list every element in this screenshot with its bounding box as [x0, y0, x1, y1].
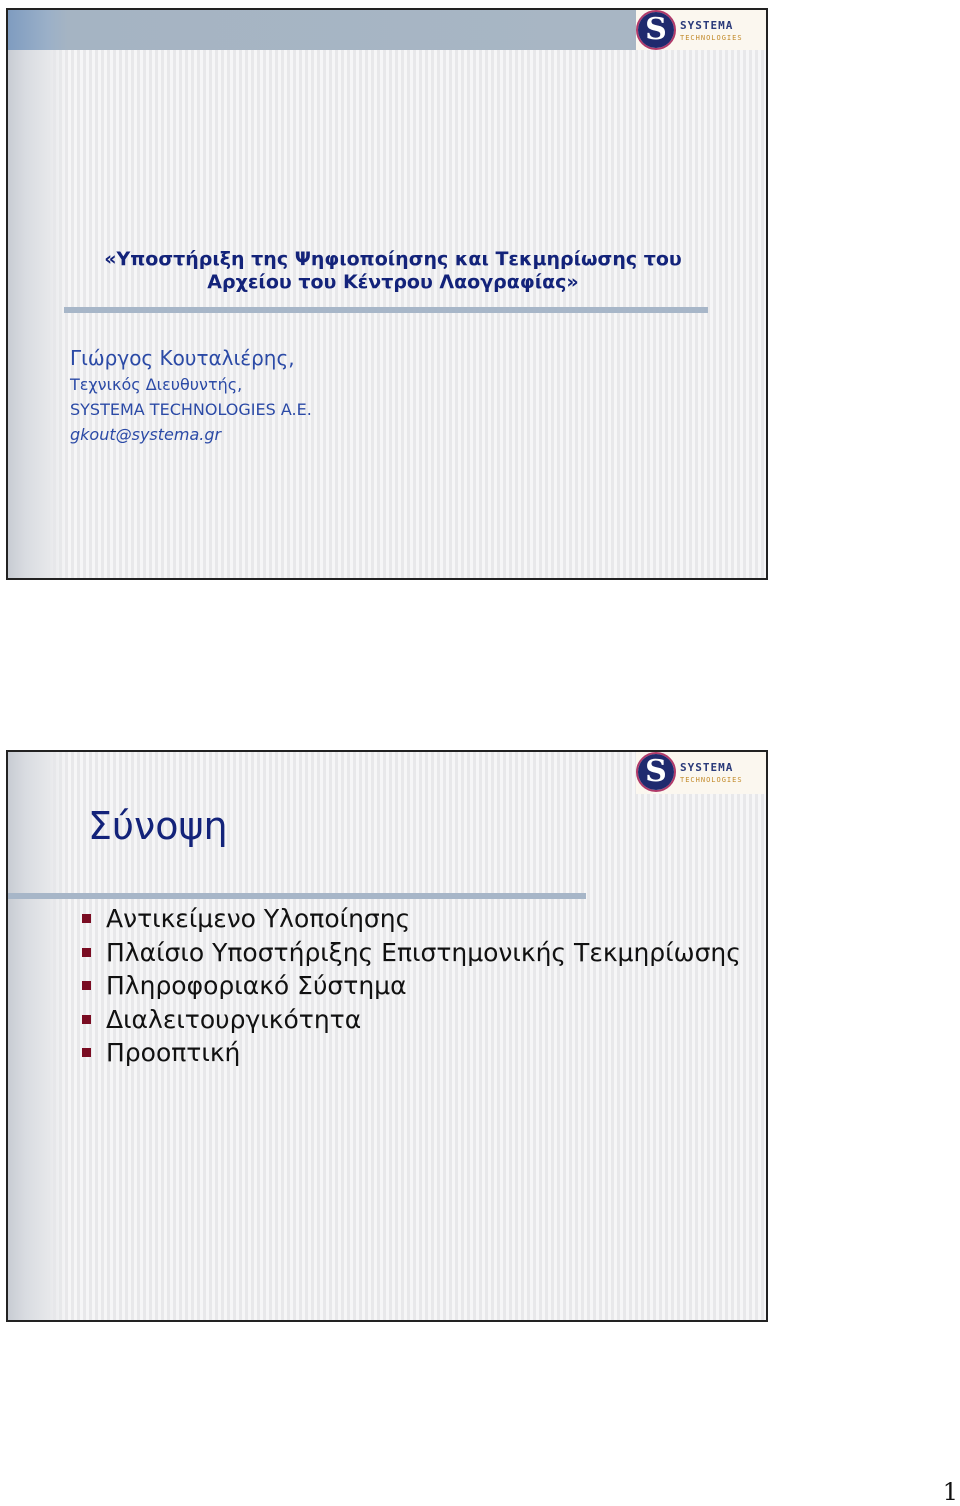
author-email: gkout@systema.gr: [70, 425, 222, 444]
list-item-text: Αντικείμενο Υλοποίησης: [106, 904, 411, 933]
square-bullet-icon: [82, 948, 91, 957]
logo-subtext: TECHNOLOGIES: [680, 776, 743, 784]
list-item-text: Προοπτική: [106, 1038, 241, 1068]
logo-mark: S: [638, 12, 674, 48]
title-divider: [64, 307, 708, 313]
page-number: 1: [942, 1478, 958, 1506]
author-company: SYSTEMA TECHNOLOGIES A.E.: [70, 400, 312, 419]
square-bullet-icon: [82, 914, 91, 923]
list-item: [80, 1036, 741, 1070]
list-item: [80, 1003, 741, 1037]
slide-header-bar: [8, 10, 636, 50]
list-item: [80, 936, 741, 970]
list-item-text: Πλαίσιο Υποστήριξης Επιστημονικής Τεκμηρίωσης: [106, 937, 741, 967]
square-bullet-icon: [82, 981, 91, 990]
title-line-2: Αρχείου του Κέντρου Λαογραφίας»: [207, 271, 579, 293]
list-item: [80, 969, 741, 1003]
title-line-1: «Υποστήριξη της Ψηφιοποίησης και Τεκμηρίωσης του: [104, 248, 682, 270]
author-block: [70, 344, 312, 447]
author-name: Γιώργος Κουταλιέρης,: [70, 346, 295, 370]
logo-wordmark: SYSTEMA: [680, 761, 734, 774]
list-item: [80, 902, 741, 936]
logo-subtext: TECHNOLOGIES: [680, 34, 743, 42]
square-bullet-icon: [82, 1015, 91, 1024]
systema-logo: [636, 752, 766, 794]
slide-1: [6, 8, 768, 580]
presentation-title: [68, 248, 718, 294]
author-role: Τεχνικός Διευθυντής,: [70, 375, 243, 394]
list-item-text: Πληροφοριακό Σύστημα: [106, 971, 407, 1001]
square-bullet-icon: [82, 1048, 91, 1057]
list-item-text: Διαλειτουργικότητα: [106, 1004, 362, 1034]
logo-wordmark: SYSTEMA: [680, 19, 734, 32]
title-divider: [8, 893, 586, 899]
summary-list: [80, 902, 741, 1070]
slide-2: [6, 750, 768, 1322]
slide-title: Σύνοψη: [88, 804, 228, 848]
logo-mark: S: [638, 754, 674, 790]
systema-logo: [636, 10, 766, 50]
